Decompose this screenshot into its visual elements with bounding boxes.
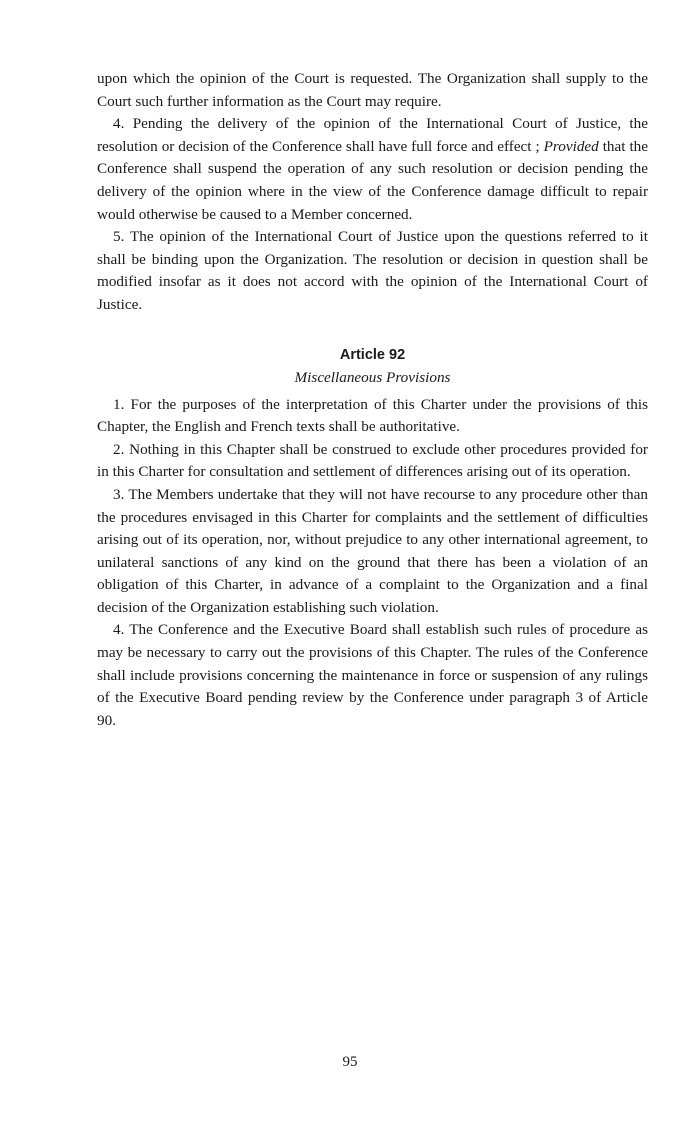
article-paragraph-1: 1. For the purposes of the interpretation of this Charter under the provisions of this Chapter, the English and French texts shall be authoritative. [97,395,648,436]
paragraph-4-before: 4. Pending the delivery of the opinion of the International Court of Justice, the resolution or decision of the Conference shall have full force and effect ; [97,115,648,155]
page-number: 95 [342,1054,358,1070]
article-paragraph-2: 2. Nothing in this Chapter shall be construed to exclude other procedures provided for in this Charter for consultation and settlement of differences arising out of its operation. [97,440,648,481]
continuation-paragraph: upon which the opinion of the Court is requested. The Organization shall supply to the Court such further information as the Court may require. [97,70,648,110]
document-page [97,68,648,732]
article-paragraph-4: 4. The Conference and the Executive Board shall establish such rules of procedure as may be necessary to carry out the provisions of this Chapter. The rules of the Conference shall include provisions concerning the maintenance in force or suspension of any rulings of the Executive Board pending review by the Conference under paragraph 3 of Article 90. [97,621,648,729]
article-subtitle: Miscellaneous Provisions [294,368,451,386]
article-heading: Article 92 [339,346,406,363]
paragraph-4 [97,113,648,226]
paragraph-4-emphasis: Provided [543,137,599,155]
paragraph-4-after: that the Conference shall suspend the operation of any such resolution or decision pending the delivery of the opinion where in the view of the Conference damage difficult to repair would otherwise be caused to a Member concerned. [97,137,648,223]
paragraph-5: 5. The opinion of the International Court of Justice upon the questions referred to it shall be binding upon the Organization. The resolution or decision in question shall be modified insofar as it does not accord with the opinion of the International Court of Justice. [97,228,648,313]
article-paragraph-3: 3. The Members undertake that they will not have recourse to any procedure other than the procedures envisaged in this Charter for complaints and the settlement of difficulties arising out of its operation, nor, without prejudice to any other international agreement, to unilateral sanctions of any kind on the ground that there has been a violation of an obligation of this Charter, in advance of a complaint to the Organization and a final decision of the Organization establishing such violation. [97,485,648,616]
